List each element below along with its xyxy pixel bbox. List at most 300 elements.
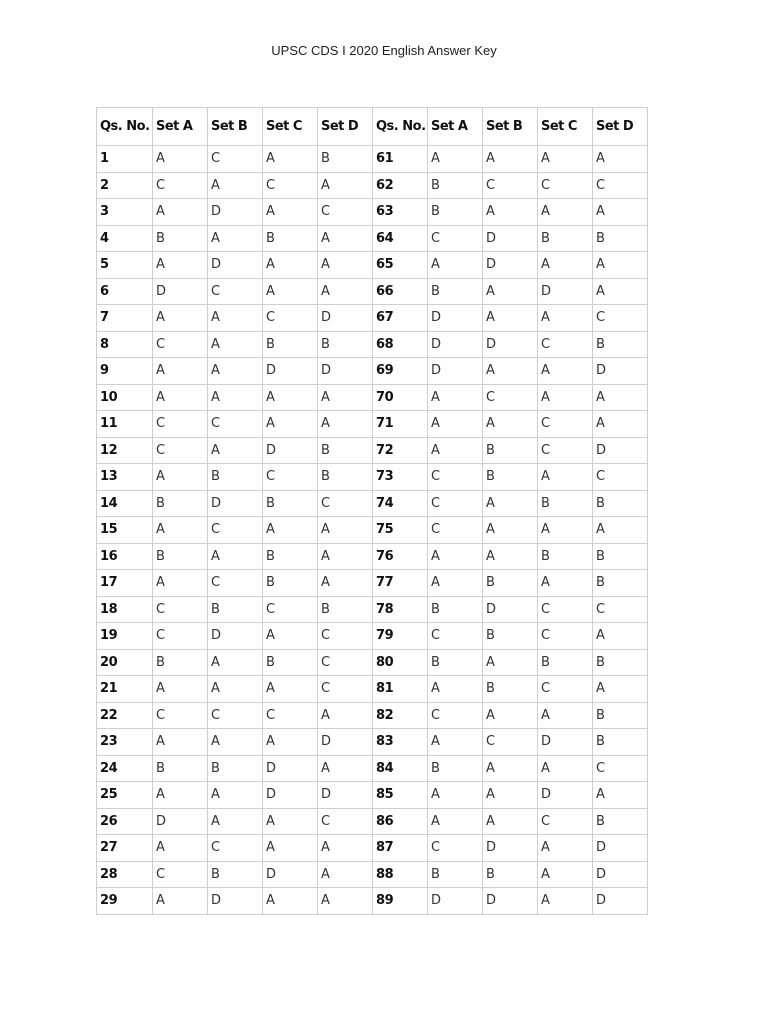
set-d-answer: D <box>593 861 648 888</box>
column-header-question-number: Qs. No. <box>97 108 153 146</box>
table-row <box>97 146 648 173</box>
question-number-cell: 6 <box>97 278 153 305</box>
set-b-answer: D <box>483 331 538 358</box>
set-c-answer: C <box>263 464 318 491</box>
set-b-answer: A <box>483 278 538 305</box>
set-c-answer: A <box>263 146 318 173</box>
set-c-answer: A <box>263 411 318 438</box>
set-b-answer: D <box>483 252 538 279</box>
set-a-answer: A <box>153 146 208 173</box>
set-c-answer: D <box>538 278 593 305</box>
set-c-answer: C <box>538 623 593 650</box>
set-c-answer: A <box>538 252 593 279</box>
question-number-cell: 23 <box>97 729 153 756</box>
set-d-answer: A <box>593 278 648 305</box>
question-number-cell: 84 <box>373 755 428 782</box>
set-a-answer: B <box>428 649 483 676</box>
set-b-answer: D <box>483 888 538 915</box>
set-d-answer: C <box>593 172 648 199</box>
set-c-answer: A <box>538 358 593 385</box>
set-a-answer: C <box>153 331 208 358</box>
set-a-answer: D <box>428 888 483 915</box>
question-number-cell: 10 <box>97 384 153 411</box>
set-b-answer: C <box>208 517 263 544</box>
set-d-answer: B <box>318 331 373 358</box>
set-d-answer: A <box>318 172 373 199</box>
question-number-cell: 9 <box>97 358 153 385</box>
set-a-answer: A <box>153 305 208 332</box>
table-row <box>97 411 648 438</box>
set-b-answer: C <box>208 570 263 597</box>
table-row <box>97 464 648 491</box>
set-a-answer: B <box>428 755 483 782</box>
set-b-answer: A <box>483 755 538 782</box>
set-a-answer: A <box>428 676 483 703</box>
set-c-answer: D <box>263 437 318 464</box>
set-a-answer: C <box>153 437 208 464</box>
set-c-answer: D <box>263 358 318 385</box>
set-d-answer: D <box>318 305 373 332</box>
question-number-cell: 73 <box>373 464 428 491</box>
table-row <box>97 437 648 464</box>
set-b-answer: A <box>483 305 538 332</box>
set-a-answer: C <box>153 861 208 888</box>
set-b-answer: B <box>483 676 538 703</box>
set-c-answer: D <box>538 729 593 756</box>
set-b-answer: A <box>483 358 538 385</box>
question-number-cell: 61 <box>373 146 428 173</box>
set-c-answer: A <box>538 464 593 491</box>
set-d-answer: D <box>318 358 373 385</box>
set-b-answer: C <box>483 172 538 199</box>
table-row <box>97 649 648 676</box>
set-c-answer: D <box>538 782 593 809</box>
set-a-answer: D <box>428 305 483 332</box>
table-row <box>97 490 648 517</box>
set-b-answer: A <box>483 543 538 570</box>
set-b-answer: B <box>483 623 538 650</box>
column-header-set-b: Set B <box>208 108 263 146</box>
question-number-cell: 25 <box>97 782 153 809</box>
set-b-answer: A <box>483 808 538 835</box>
set-c-answer: A <box>538 517 593 544</box>
set-a-answer: B <box>428 278 483 305</box>
table-row <box>97 888 648 915</box>
set-d-answer: A <box>593 384 648 411</box>
set-d-answer: B <box>593 225 648 252</box>
question-number-cell: 79 <box>373 623 428 650</box>
set-a-answer: B <box>428 199 483 226</box>
set-d-answer: D <box>593 835 648 862</box>
set-d-answer: A <box>318 543 373 570</box>
table-row <box>97 861 648 888</box>
set-d-answer: B <box>593 702 648 729</box>
set-a-answer: A <box>428 252 483 279</box>
set-c-answer: A <box>263 384 318 411</box>
set-d-answer: B <box>318 146 373 173</box>
set-c-answer: B <box>263 543 318 570</box>
question-number-cell: 20 <box>97 649 153 676</box>
table-header-row <box>97 108 648 146</box>
question-number-cell: 11 <box>97 411 153 438</box>
table-row <box>97 755 648 782</box>
set-b-answer: D <box>208 199 263 226</box>
set-c-answer: C <box>263 596 318 623</box>
set-d-answer: A <box>318 755 373 782</box>
table-row <box>97 172 648 199</box>
set-c-answer: C <box>538 172 593 199</box>
table-row <box>97 676 648 703</box>
set-b-answer: A <box>208 782 263 809</box>
set-a-answer: A <box>428 782 483 809</box>
set-d-answer: B <box>318 437 373 464</box>
question-number-cell: 64 <box>373 225 428 252</box>
question-number-cell: 77 <box>373 570 428 597</box>
set-c-answer: A <box>263 676 318 703</box>
question-number-cell: 65 <box>373 252 428 279</box>
answer-key-table <box>96 107 648 915</box>
page-title: UPSC CDS I 2020 English Answer Key <box>271 43 497 58</box>
set-a-answer: A <box>428 808 483 835</box>
set-d-answer: C <box>318 490 373 517</box>
question-number-cell: 17 <box>97 570 153 597</box>
set-c-answer: B <box>263 331 318 358</box>
set-c-answer: A <box>538 702 593 729</box>
question-number-cell: 74 <box>373 490 428 517</box>
set-a-answer: A <box>428 437 483 464</box>
set-d-answer: A <box>593 199 648 226</box>
set-b-answer: D <box>483 225 538 252</box>
set-d-answer: A <box>593 146 648 173</box>
set-a-answer: B <box>428 861 483 888</box>
table-row <box>97 278 648 305</box>
table-row <box>97 623 648 650</box>
table-row <box>97 199 648 226</box>
table-row <box>97 782 648 809</box>
set-a-answer: C <box>428 490 483 517</box>
question-number-cell: 63 <box>373 199 428 226</box>
set-b-answer: B <box>483 570 538 597</box>
set-c-answer: B <box>263 570 318 597</box>
set-a-answer: A <box>428 384 483 411</box>
set-c-answer: C <box>538 331 593 358</box>
question-number-cell: 18 <box>97 596 153 623</box>
question-number-cell: 82 <box>373 702 428 729</box>
set-a-answer: A <box>153 464 208 491</box>
question-number-cell: 80 <box>373 649 428 676</box>
question-number-cell: 19 <box>97 623 153 650</box>
question-number-cell: 15 <box>97 517 153 544</box>
set-d-answer: A <box>593 252 648 279</box>
column-header-set-a: Set A <box>153 108 208 146</box>
set-c-answer: A <box>538 305 593 332</box>
question-number-cell: 26 <box>97 808 153 835</box>
set-b-answer: D <box>208 252 263 279</box>
set-b-answer: B <box>208 464 263 491</box>
set-c-answer: A <box>263 623 318 650</box>
set-d-answer: B <box>593 570 648 597</box>
set-b-answer: D <box>483 835 538 862</box>
set-a-answer: C <box>428 464 483 491</box>
set-b-answer: A <box>483 199 538 226</box>
set-a-answer: D <box>153 808 208 835</box>
set-a-answer: C <box>153 596 208 623</box>
question-number-cell: 78 <box>373 596 428 623</box>
set-a-answer: D <box>428 358 483 385</box>
set-b-answer: B <box>208 596 263 623</box>
set-b-answer: D <box>208 888 263 915</box>
set-a-answer: C <box>153 411 208 438</box>
set-b-answer: D <box>208 623 263 650</box>
table-row <box>97 543 648 570</box>
set-b-answer: B <box>483 464 538 491</box>
table-row <box>97 517 648 544</box>
set-b-answer: B <box>208 861 263 888</box>
set-a-answer: C <box>428 835 483 862</box>
set-b-answer: A <box>208 172 263 199</box>
question-number-cell: 70 <box>373 384 428 411</box>
set-d-answer: C <box>318 808 373 835</box>
question-number-cell: 28 <box>97 861 153 888</box>
set-c-answer: A <box>263 278 318 305</box>
set-d-answer: C <box>593 755 648 782</box>
set-c-answer: A <box>263 517 318 544</box>
set-a-answer: A <box>428 543 483 570</box>
table-row <box>97 570 648 597</box>
set-d-answer: B <box>593 331 648 358</box>
column-header-set-d: Set D <box>318 108 373 146</box>
set-b-answer: D <box>208 490 263 517</box>
set-c-answer: A <box>263 729 318 756</box>
set-d-answer: A <box>318 861 373 888</box>
set-a-answer: B <box>153 755 208 782</box>
set-b-answer: A <box>208 649 263 676</box>
set-b-answer: A <box>208 225 263 252</box>
question-number-cell: 29 <box>97 888 153 915</box>
question-number-cell: 88 <box>373 861 428 888</box>
set-d-answer: A <box>593 676 648 703</box>
question-number-cell: 89 <box>373 888 428 915</box>
set-b-answer: A <box>483 782 538 809</box>
set-c-answer: C <box>263 172 318 199</box>
table-row <box>97 331 648 358</box>
question-number-cell: 16 <box>97 543 153 570</box>
set-c-answer: A <box>538 755 593 782</box>
set-a-answer: A <box>153 782 208 809</box>
set-b-answer: C <box>208 411 263 438</box>
set-b-answer: D <box>483 596 538 623</box>
set-b-answer: A <box>208 384 263 411</box>
set-c-answer: C <box>263 305 318 332</box>
set-c-answer: A <box>538 835 593 862</box>
set-c-answer: A <box>263 252 318 279</box>
set-c-answer: A <box>263 808 318 835</box>
table-row <box>97 702 648 729</box>
set-c-answer: C <box>263 702 318 729</box>
table-row <box>97 225 648 252</box>
set-c-answer: A <box>538 199 593 226</box>
set-d-answer: B <box>593 729 648 756</box>
table-row <box>97 596 648 623</box>
set-b-answer: B <box>483 437 538 464</box>
set-c-answer: A <box>538 570 593 597</box>
column-header-question-number: Qs. No. <box>373 108 428 146</box>
question-number-cell: 86 <box>373 808 428 835</box>
set-d-answer: A <box>318 225 373 252</box>
set-a-answer: A <box>428 146 483 173</box>
question-number-cell: 68 <box>373 331 428 358</box>
table-row <box>97 384 648 411</box>
set-d-answer: A <box>318 384 373 411</box>
set-b-answer: A <box>208 437 263 464</box>
question-number-cell: 7 <box>97 305 153 332</box>
question-number-cell: 4 <box>97 225 153 252</box>
set-a-answer: A <box>153 199 208 226</box>
set-d-answer: D <box>593 437 648 464</box>
set-d-answer: D <box>318 729 373 756</box>
set-d-answer: B <box>593 490 648 517</box>
set-d-answer: A <box>318 702 373 729</box>
set-c-answer: D <box>263 755 318 782</box>
set-a-answer: A <box>428 570 483 597</box>
question-number-cell: 67 <box>373 305 428 332</box>
set-d-answer: D <box>318 782 373 809</box>
set-c-answer: C <box>538 808 593 835</box>
set-b-answer: C <box>483 729 538 756</box>
set-b-answer: C <box>208 835 263 862</box>
table-row <box>97 252 648 279</box>
table-row <box>97 358 648 385</box>
set-c-answer: A <box>263 199 318 226</box>
question-number-cell: 85 <box>373 782 428 809</box>
set-a-answer: B <box>428 172 483 199</box>
set-c-answer: B <box>263 649 318 676</box>
set-c-answer: C <box>538 676 593 703</box>
set-a-answer: B <box>153 490 208 517</box>
question-number-cell: 8 <box>97 331 153 358</box>
question-number-cell: 72 <box>373 437 428 464</box>
set-d-answer: B <box>318 596 373 623</box>
set-a-answer: B <box>153 225 208 252</box>
question-number-cell: 3 <box>97 199 153 226</box>
set-c-answer: B <box>263 490 318 517</box>
set-a-answer: A <box>428 411 483 438</box>
question-number-cell: 5 <box>97 252 153 279</box>
set-b-answer: A <box>483 146 538 173</box>
table-row <box>97 808 648 835</box>
set-c-answer: C <box>538 411 593 438</box>
set-d-answer: C <box>593 596 648 623</box>
set-c-answer: A <box>538 888 593 915</box>
table-row <box>97 729 648 756</box>
set-a-answer: A <box>428 729 483 756</box>
set-c-answer: B <box>538 543 593 570</box>
set-d-answer: B <box>593 808 648 835</box>
set-b-answer: A <box>208 358 263 385</box>
set-b-answer: A <box>483 649 538 676</box>
set-c-answer: A <box>538 384 593 411</box>
set-d-answer: A <box>593 623 648 650</box>
set-a-answer: C <box>428 623 483 650</box>
set-d-answer: A <box>318 835 373 862</box>
set-b-answer: B <box>483 861 538 888</box>
column-header-set-d: Set D <box>593 108 648 146</box>
set-c-answer: A <box>538 146 593 173</box>
question-number-cell: 69 <box>373 358 428 385</box>
table-row <box>97 305 648 332</box>
question-number-cell: 71 <box>373 411 428 438</box>
set-b-answer: A <box>208 331 263 358</box>
set-d-answer: C <box>593 305 648 332</box>
set-a-answer: A <box>153 358 208 385</box>
set-b-answer: A <box>208 543 263 570</box>
table-row <box>97 835 648 862</box>
set-b-answer: B <box>208 755 263 782</box>
set-b-answer: C <box>208 278 263 305</box>
question-number-cell: 24 <box>97 755 153 782</box>
set-d-answer: A <box>593 782 648 809</box>
set-b-answer: A <box>208 305 263 332</box>
set-b-answer: A <box>483 411 538 438</box>
question-number-cell: 66 <box>373 278 428 305</box>
set-d-answer: A <box>318 570 373 597</box>
question-number-cell: 27 <box>97 835 153 862</box>
set-b-answer: A <box>208 676 263 703</box>
set-b-answer: A <box>483 490 538 517</box>
set-d-answer: A <box>318 278 373 305</box>
question-number-cell: 14 <box>97 490 153 517</box>
question-number-cell: 83 <box>373 729 428 756</box>
question-number-cell: 21 <box>97 676 153 703</box>
set-a-answer: B <box>153 543 208 570</box>
set-d-answer: B <box>318 464 373 491</box>
set-d-answer: B <box>593 649 648 676</box>
set-a-answer: C <box>153 623 208 650</box>
set-c-answer: B <box>538 225 593 252</box>
set-c-answer: A <box>263 835 318 862</box>
set-d-answer: A <box>593 411 648 438</box>
answer-table-body <box>97 146 648 915</box>
set-b-answer: A <box>208 729 263 756</box>
set-a-answer: C <box>428 517 483 544</box>
set-c-answer: A <box>538 861 593 888</box>
set-b-answer: C <box>208 146 263 173</box>
set-d-answer: A <box>318 411 373 438</box>
set-d-answer: D <box>593 358 648 385</box>
set-d-answer: C <box>318 199 373 226</box>
column-header-set-c: Set C <box>263 108 318 146</box>
set-a-answer: C <box>428 225 483 252</box>
set-a-answer: B <box>428 596 483 623</box>
question-number-cell: 75 <box>373 517 428 544</box>
set-a-answer: A <box>153 835 208 862</box>
set-d-answer: C <box>318 623 373 650</box>
set-a-answer: A <box>153 729 208 756</box>
set-d-answer: D <box>593 888 648 915</box>
set-a-answer: C <box>153 702 208 729</box>
set-d-answer: A <box>318 252 373 279</box>
set-a-answer: A <box>153 252 208 279</box>
question-number-cell: 22 <box>97 702 153 729</box>
set-d-answer: B <box>593 543 648 570</box>
set-c-answer: C <box>538 437 593 464</box>
set-d-answer: C <box>593 464 648 491</box>
set-c-answer: D <box>263 782 318 809</box>
set-a-answer: A <box>153 384 208 411</box>
set-a-answer: C <box>153 172 208 199</box>
question-number-cell: 76 <box>373 543 428 570</box>
question-number-cell: 13 <box>97 464 153 491</box>
